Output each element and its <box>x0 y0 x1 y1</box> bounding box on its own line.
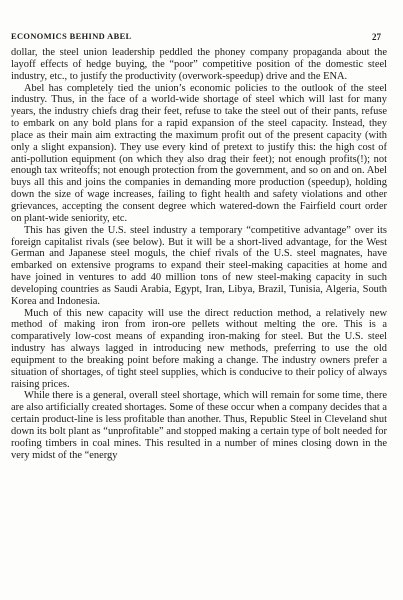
paragraph: This has given the U.S. steel industry a temporary “competitive advantage” over its foreign capitalist rivals (see below). But it will be a short-lived advantage, for the West German and Japanese steel moguls, the chief rivals of the U.S. steel magnates, have embarked on extensive programs to expand their steel-making capacities at home and have joined in ventures to add 40 million tons of new steel-making capacity in such developing countries as Saudi Arabia, Egypt, Iran, Libya, Brazil, Tunisia, Algeria, South Korea and Indonesia. <box>11 224 387 307</box>
paragraph: Abel has completely tied the union’s economic policies to the outlook of the steel industry. Thus, in the face of a world-wide shortage of steel which will last for many years, the industry chiefs drag their feet, refuse to take the steel out of their pants, refuse to embark on any bold plans for a rapid expansion of the steel capacity. Instead, they place as their main aim extracting the maximum profit out of the present capacity (with only a slight expansion). They use every kind of pretext to justify this: the high cost of anti-pollution equipment (on which they also drag their feet); not enough profits(!); not enough tax writeoffs; not enough protection from the government, and so on and on. Abel buys all this and joins the companies in demanding more production (speedup), holding down the size of wage increases, failing to fight health and safety violations and other grievances, accepting the consent degree which watered-down the Fairfield court order on plant-wide seniority, etc. <box>11 82 387 224</box>
paragraph: While there is a general, overall steel shortage, which will remain for some time, there are also artificially created shortages. Some of these occur when a company decides that a certain product-line is less profitable than another. Thus, Republic Steel in Cleveland shut down its bolt plant as “unprofitable” and stopped making a certain type of bolt needed for roofing timbers in coal mines. This resulted in a number of mines closing down in the very midst of the “energy <box>11 390 387 461</box>
running-head: ECONOMICS BEHIND ABEL <box>11 32 132 41</box>
page-number: 27 <box>372 32 381 42</box>
paragraph-continued: dollar, the steel union leadership peddled the phoney company propaganda about the layoff effects of hedge buying, the “poor” competitive position of the domestic steel industry, etc., to justify the productivity (overwork-speedup) drive and the ENA. <box>11 47 387 82</box>
paragraph: Much of this new capacity will use the direct reduction method, a relatively new method of making iron from iron-ore pellets without melting the ore. This is a comparatively low-cost means of expanding iron-making for steel. But the U.S. steel industry has always lagged in introducing new methods, preferring to use the old equipment to the breaking point before making a change. The industry owners prefer a situation of shortages, of tight steel supplies, which is conducive to their policy of always raising prices. <box>11 307 387 390</box>
body-text <box>11 47 387 462</box>
page-header <box>11 32 393 44</box>
